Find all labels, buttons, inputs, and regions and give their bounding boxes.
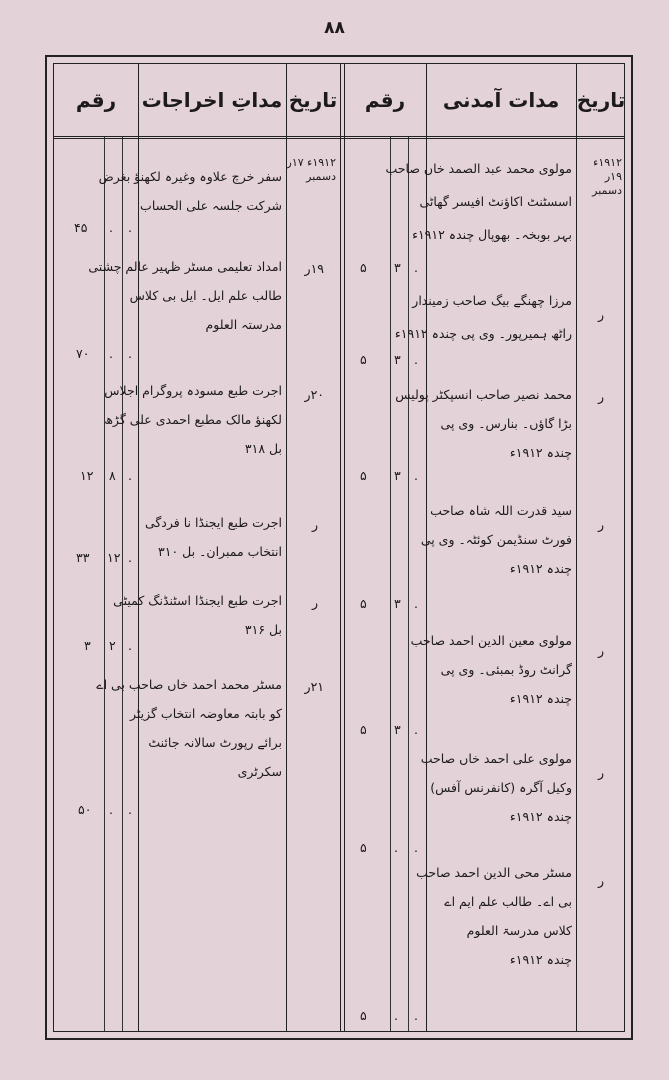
income-date: ر	[597, 517, 604, 532]
amount-rupees: ۵	[360, 722, 367, 737]
income-date: ر	[597, 643, 604, 658]
amount-pies: .	[128, 802, 132, 817]
amount-pies: .	[414, 260, 418, 275]
amount-pies: .	[414, 352, 418, 367]
income-entry: مسٹر محی الدین احمد صاحب بی اے۔ طالب علم ایم اے کلاس مدرسۃ العلوم چندہ ۱۹۱۲ء	[416, 865, 572, 967]
header-income-items: مدات آمدنی	[442, 88, 560, 112]
amount-rupees: ۴۵	[74, 220, 88, 235]
amount-annas: .	[109, 802, 113, 817]
expense-entry: اجرت طبع مسودہ پروگرام اجلاس لکھنؤ مالک مطبع احمدی علی گڑھ بل ۳۱۸	[104, 383, 282, 456]
amount-rupees: ۱۲	[80, 468, 94, 483]
income-date: ۱۹۱۲ء ۱۹ر دسمبر	[592, 156, 622, 197]
income-entry: مولوی معین الدین احمد صاحب گرانٹ روڈ بمبئی۔ وی پی چندہ ۱۹۱۲ء	[410, 633, 572, 706]
col-divider-double	[340, 64, 341, 1031]
amount-rupees: ۵	[360, 260, 367, 275]
expense-date: ۱۹ر	[304, 261, 324, 276]
header-expense-date: تاریخ	[288, 88, 338, 112]
amount-annas: .	[109, 346, 113, 361]
income-entry: سید قدرت اللہ شاہ صاحب فورٹ سنڈیمن کوئٹہ۔ وی پی چندہ ۱۹۱۲ء	[420, 503, 572, 576]
col-divider	[576, 64, 577, 1031]
amount-rupees: ۵	[360, 352, 367, 367]
amount-annas: .	[394, 1008, 398, 1023]
income-date: ر	[597, 765, 604, 780]
income-entry: مولوی علی احمد خاں صاحب وکیل آگرہ (کانفرنس آفس) چندہ ۱۹۱۲ء	[420, 751, 572, 824]
expense-date: ر	[311, 595, 318, 610]
income-date: ر	[597, 307, 604, 322]
expense-entry: امداد تعلیمی مسٹر ظہیر عالم چشتی طالب علم ایل۔ ایل بی کلاس مدرستہ العلوم	[88, 259, 282, 332]
expense-entry: سفر خرچ علاوہ وغیرہ لکھنؤ بغرض شرکت جلسہ علی الحساب	[98, 169, 282, 213]
amount-annas: ۳	[394, 596, 401, 611]
amount-pies: .	[414, 840, 418, 855]
header-rule	[54, 136, 624, 139]
amount-pies: .	[128, 468, 132, 483]
amount-rupees: ۵۰	[78, 802, 92, 817]
amount-subcol	[408, 136, 409, 1031]
header-income-date: تاریخ	[576, 88, 626, 112]
col-divider	[286, 64, 287, 1031]
expense-date: ۱۹۱۲ء ۱۷ر دسمبر	[286, 156, 336, 183]
income-entry: مولوی محمد عبد الصمد خاں صاحب اسسٹنٹ اکاؤنٹ افیسر گھاٹی بہر بوبخہ۔ بھوپال چندہ ۱۹۱۲ء	[385, 161, 572, 242]
amount-rupees: ۳	[84, 638, 91, 653]
expense-date: ۲۱ر	[304, 679, 324, 694]
amount-pies: .	[128, 638, 132, 653]
amount-annas: ۳	[394, 722, 401, 737]
amount-pies: .	[128, 346, 132, 361]
ledger-frame	[45, 55, 633, 1040]
amount-annas: ۱۲	[107, 550, 121, 565]
header-income-amount: رقم	[364, 88, 406, 112]
amount-annas: ۳	[394, 468, 401, 483]
amount-rupees: ۵	[360, 596, 367, 611]
amount-pies: .	[414, 596, 418, 611]
amount-annas: .	[394, 840, 398, 855]
expense-date: ر	[311, 517, 318, 532]
header-expense-items: مداتِ اخراجات	[141, 88, 283, 112]
expense-entry: مسٹر محمد احمد خاں صاحب بی اے کو بابتہ معاوضہ انتخاب گزیٹر برائے رپورٹ سالانہ جائنٹ سکرٹری	[96, 677, 282, 779]
amount-annas: ۸	[109, 468, 116, 483]
ledger-table	[53, 63, 625, 1032]
page-number: ۸۸	[324, 18, 345, 38]
expense-date: ۲۰ر	[304, 387, 324, 402]
amount-pies: .	[128, 220, 132, 235]
amount-rupees: ۳۳	[76, 550, 90, 565]
amount-pies: .	[414, 722, 418, 737]
amount-annas: ۳	[394, 352, 401, 367]
income-date: ر	[597, 389, 604, 404]
amount-pies: .	[414, 1008, 418, 1023]
income-date: ر	[597, 873, 604, 888]
amount-annas: ۳	[394, 260, 401, 275]
amount-annas: ۲	[109, 638, 116, 653]
amount-pies: .	[414, 468, 418, 483]
income-entry: محمد نصیر صاحب انسپکٹر پولیس بڑا گاؤں۔ بنارس۔ وی پی چندہ ۱۹۱۲ء	[395, 387, 572, 460]
expense-entry: اجرت طبع ایجنڈا نا فردگی انتخاب ممبران۔ بل ۳۱۰	[144, 515, 282, 559]
amount-subcol	[390, 136, 391, 1031]
amount-annas: .	[109, 220, 113, 235]
expense-entry: اجرت طبع ایجنڈا اسٹنڈنگ کمیٹی بل ۳۱۶	[113, 593, 282, 637]
income-entry: مرزا چھنگے بیگ صاحب زمیندار راٹھ ہمیرپور۔ وی پی چندہ ۱۹۱۲ء	[394, 293, 572, 341]
amount-rupees: ۷۰	[76, 346, 90, 361]
amount-rupees: ۵	[360, 468, 367, 483]
amount-rupees: ۵	[360, 840, 367, 855]
amount-rupees: ۵	[360, 1008, 367, 1023]
col-divider-double	[344, 64, 345, 1031]
amount-pies: .	[128, 550, 132, 565]
header-expense-amount: رقم	[75, 88, 117, 112]
